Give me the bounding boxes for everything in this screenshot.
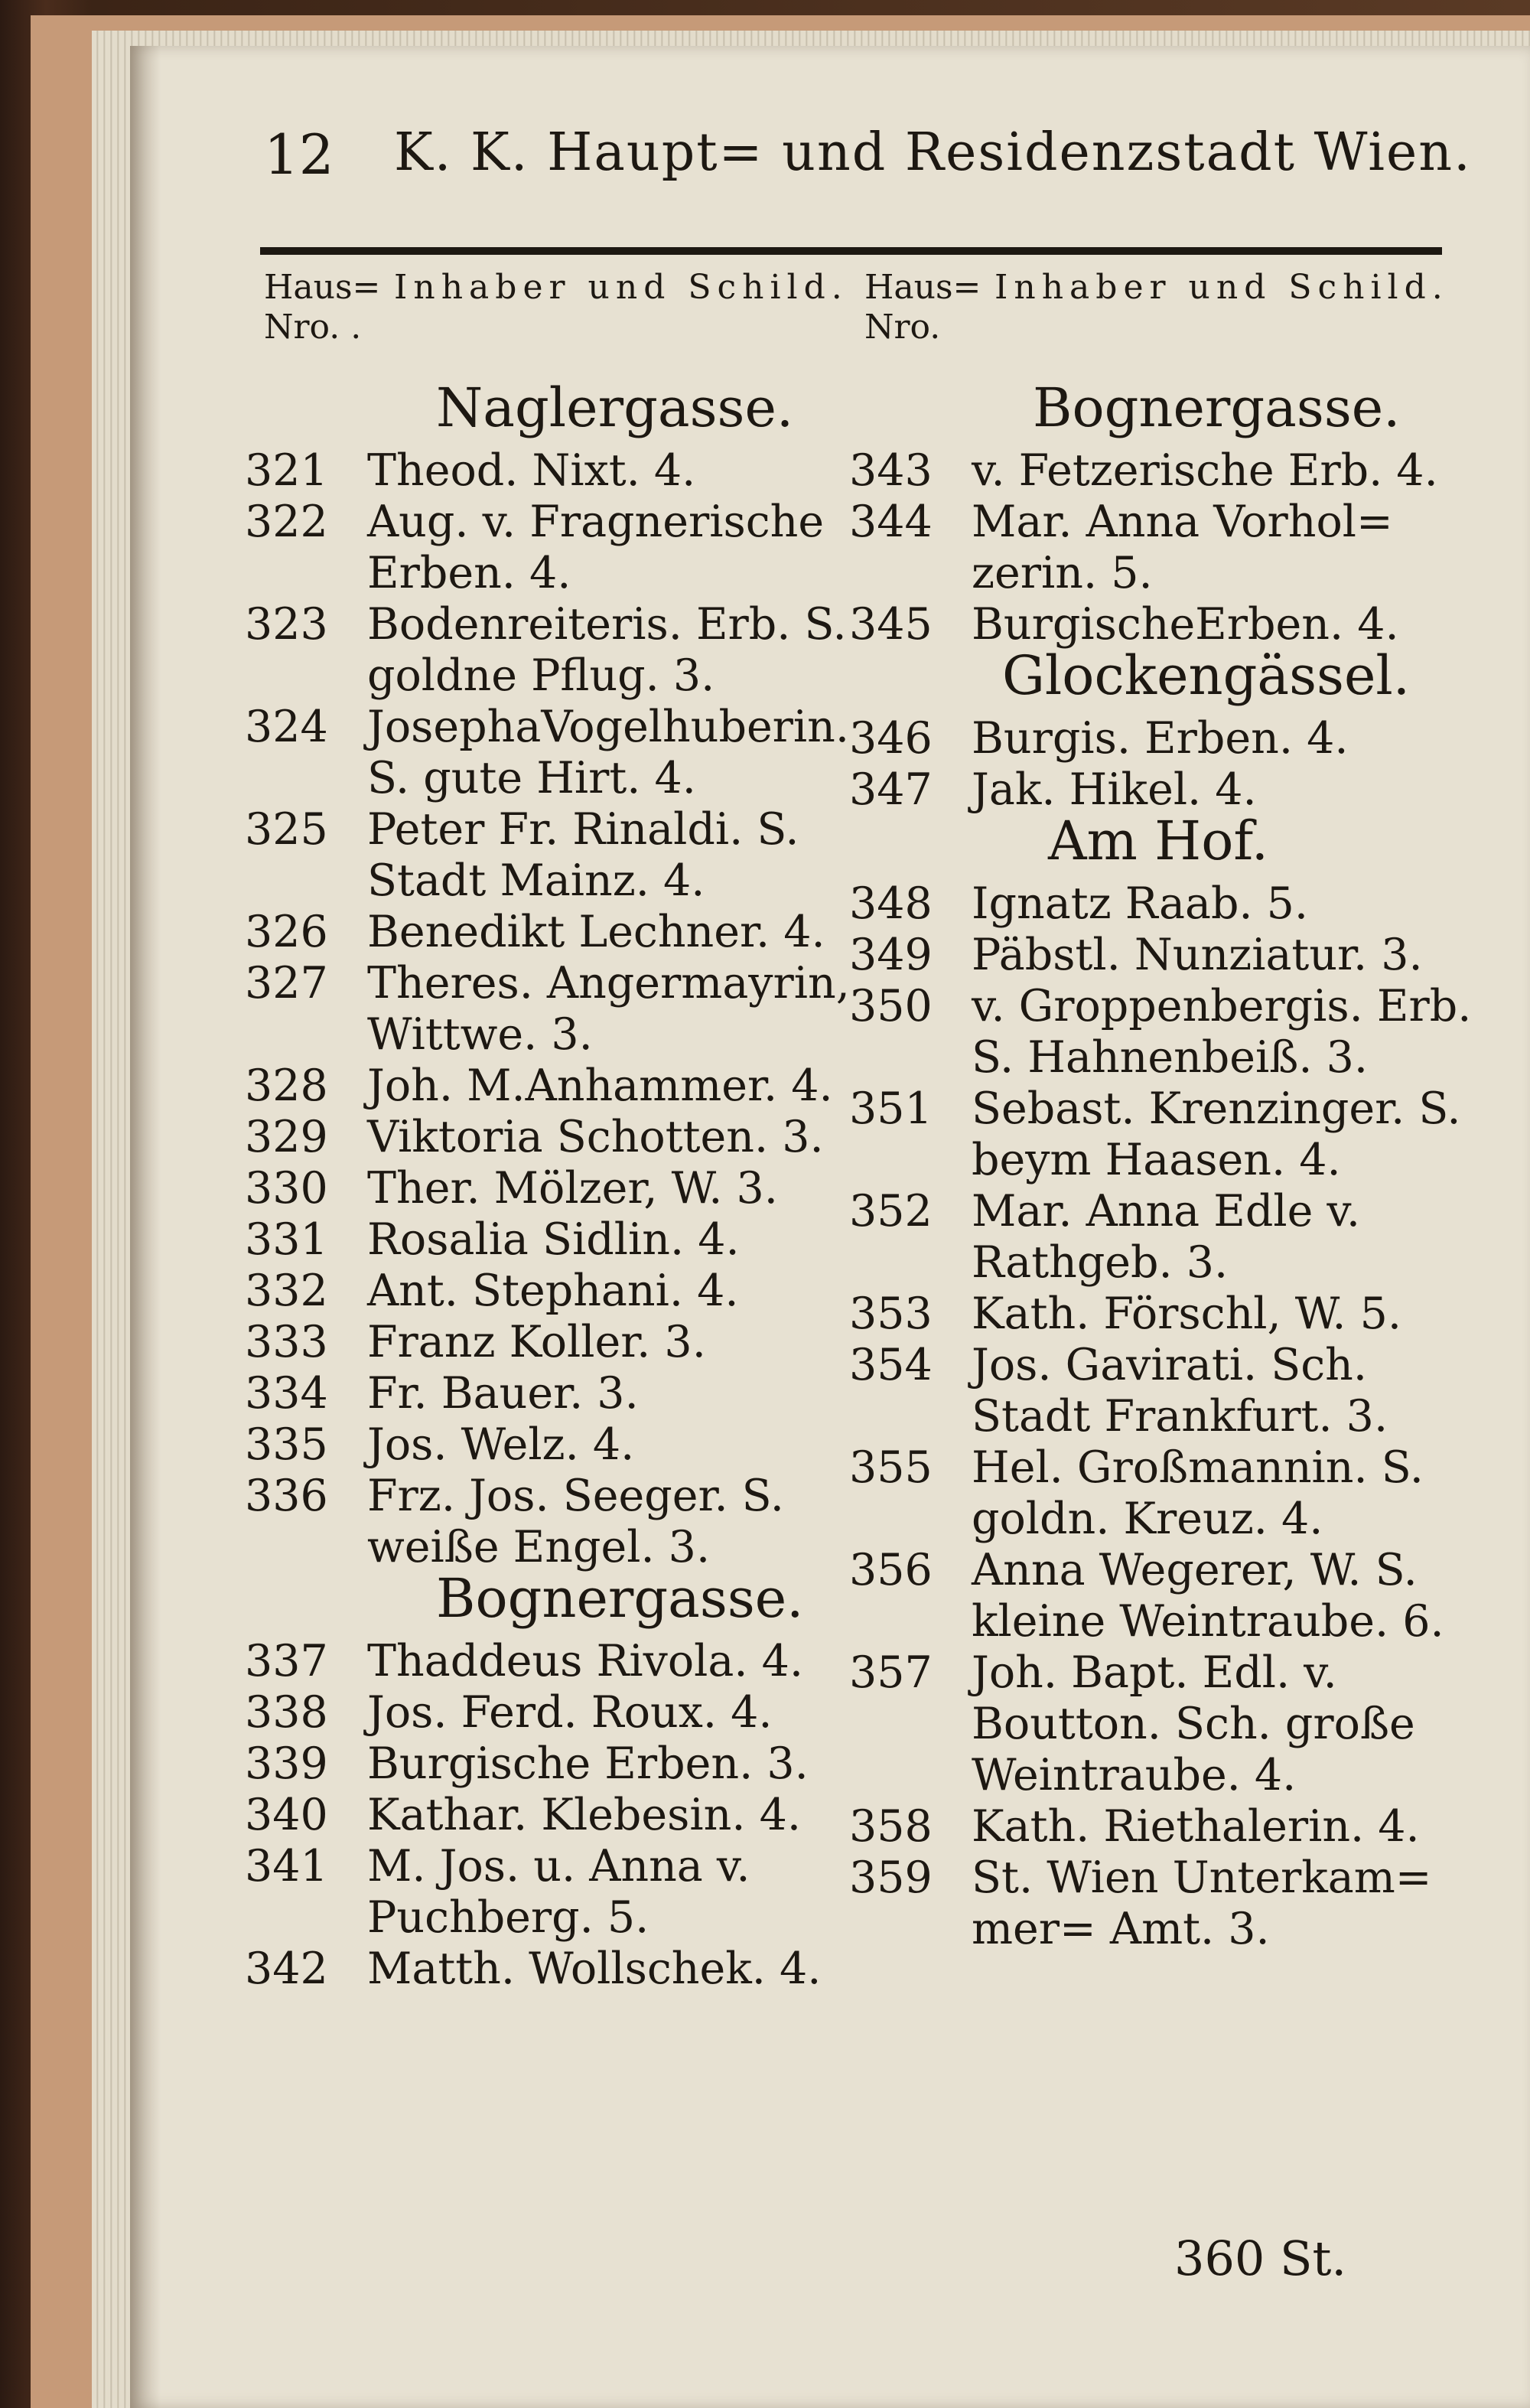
house-number: 345 [849, 599, 933, 650]
list-item [849, 1801, 1446, 1852]
owner-sign-text: mer= Amt. 3. [972, 1904, 1270, 1954]
catchword: 360 St. [1174, 2230, 1347, 2286]
page-title: K. K. Haupt= und Residenzstadt Wien. [394, 122, 1472, 183]
owner-sign-text: Ignatz Raab. 5. [972, 878, 1309, 929]
owner-sign-text: Weintraube. 4. [972, 1750, 1297, 1800]
house-number: 328 [245, 1061, 328, 1111]
list-item [245, 1112, 842, 1163]
owner-sign-text: v. Groppenbergis. Erb. [972, 981, 1472, 1031]
owner-sign-text: Franz Koller. 3. [367, 1317, 706, 1367]
owner-sign-text: S. gute Hirt. 4. [367, 753, 696, 803]
list-item [849, 599, 1446, 650]
house-number: 322 [245, 497, 328, 547]
owner-sign-text: Ther. Mölzer, W. 3. [367, 1163, 778, 1214]
house-number: 337 [245, 1636, 328, 1686]
owner-sign-text: goldne Pflug. 3. [367, 650, 715, 701]
list-item [245, 1636, 842, 1687]
list-item [245, 599, 847, 702]
owner-sign-text: Hel. Großmannin. S. [972, 1442, 1424, 1493]
owner-sign-text: Viktoria Schotten. 3. [367, 1112, 824, 1162]
owner-sign-text: weiße Engel. 3. [367, 1522, 711, 1572]
owner-sign-text: Ant. Stephani. 4. [367, 1266, 739, 1316]
house-number: 331 [245, 1214, 328, 1265]
house-number: 323 [245, 599, 328, 650]
gutter-shadow [130, 46, 161, 2408]
owner-sign-text: Rathgeb. 3. [972, 1237, 1229, 1288]
list-item [849, 1340, 1446, 1442]
owner-sign-text: Jos. Gavirati. Sch. [972, 1340, 1368, 1390]
street-heading: Naglergasse. [436, 376, 794, 439]
house-number: 349 [849, 930, 933, 980]
owner-sign-text: JosephaVogelhuberin. [367, 702, 849, 752]
list-item [245, 445, 842, 497]
street-heading: Bognergasse. [1033, 376, 1401, 439]
house-number: 347 [849, 764, 933, 815]
list-item [849, 1289, 1446, 1340]
list-item [245, 1266, 842, 1317]
owner-sign-text: Kath. Förschl, W. 5. [972, 1289, 1402, 1339]
house-number: 326 [245, 907, 328, 957]
house-number: 327 [245, 958, 328, 1008]
owner-sign-text: Mar. Anna Vorhol= [972, 497, 1393, 547]
list-item [849, 1442, 1446, 1545]
house-number: 332 [245, 1266, 328, 1316]
owner-sign-text: Rosalia Sidlin. 4. [367, 1214, 740, 1265]
owner-sign-text: Peter Fr. Rinaldi. S. [367, 804, 799, 855]
owner-sign-text: Theod. Nixt. 4. [367, 445, 696, 496]
list-item [849, 930, 1446, 981]
house-number: 334 [245, 1368, 328, 1419]
owner-sign-text: Jos. Welz. 4. [367, 1419, 635, 1470]
owner-sign-text: Stadt Mainz. 4. [367, 855, 705, 906]
house-number: 330 [245, 1163, 328, 1214]
house-number: 355 [849, 1442, 933, 1493]
owner-sign-text: Joh. Bapt. Edl. v. [972, 1647, 1337, 1698]
owner-sign-text: Burgische Erben. 3. [367, 1738, 809, 1789]
house-number: 353 [849, 1289, 933, 1339]
list-item [849, 878, 1446, 930]
house-number: 336 [245, 1471, 328, 1521]
list-item [245, 1368, 842, 1419]
house-number-header: Haus= Nro. . [264, 268, 381, 347]
list-item [245, 1214, 842, 1266]
owner-sign-text: Kath. Riethalerin. 4. [972, 1801, 1420, 1852]
street-heading: Am Hof. [1048, 810, 1269, 872]
owner-sign-text: Jak. Hikel. 4. [972, 764, 1257, 815]
house-number: 343 [849, 445, 933, 496]
list-item [245, 1841, 842, 1944]
owner-sign-text: Matth. Wollschek. 4. [367, 1944, 822, 1994]
list-item [245, 1790, 842, 1841]
house-number: 350 [849, 981, 933, 1031]
house-number: 341 [245, 1841, 328, 1892]
owner-sign-text: v. Fetzerische Erb. 4. [972, 445, 1438, 496]
house-number: 325 [245, 804, 328, 855]
owner-sign-text: zerin. 5. [972, 548, 1153, 598]
owner-sign-header: Inhaber und Schild. [994, 268, 1449, 307]
house-number: 357 [849, 1647, 933, 1698]
list-item [245, 1738, 842, 1790]
owner-sign-text: Burgis. Erben. 4. [972, 713, 1349, 764]
list-item [849, 764, 1446, 816]
house-number: 354 [849, 1340, 933, 1390]
owner-sign-text: beym Haasen. 4. [972, 1135, 1341, 1185]
house-number: 351 [849, 1083, 933, 1134]
house-number: 342 [245, 1944, 328, 1994]
right-column [849, 0, 1472, 2408]
list-item [245, 1944, 842, 1995]
owner-sign-text: goldn. Kreuz. 4. [972, 1494, 1323, 1544]
page-number: 12 [264, 122, 334, 187]
owner-sign-text: Thaddeus Rivola. 4. [367, 1636, 803, 1686]
house-number: 321 [245, 445, 328, 496]
list-item [849, 1852, 1446, 1955]
list-item [245, 497, 842, 599]
list-item [245, 1471, 842, 1573]
house-number: 324 [245, 702, 328, 752]
owner-sign-text: Puchberg. 5. [367, 1892, 649, 1943]
house-number-header: Haus= Nro. [864, 268, 981, 347]
house-number: 335 [245, 1419, 328, 1470]
list-item [849, 713, 1446, 764]
owner-sign-text: Wittwe. 3. [367, 1009, 593, 1060]
owner-sign-text: Erben. 4. [367, 548, 571, 598]
owner-sign-text: Mar. Anna Edle v. [972, 1186, 1360, 1237]
list-item [849, 1186, 1446, 1289]
list-item [245, 1317, 842, 1368]
owner-sign-text: Stadt Frankfurt. 3. [972, 1391, 1388, 1442]
owner-sign-text: Anna Wegerer, W. S. [972, 1545, 1418, 1595]
list-item [245, 958, 850, 1061]
list-item [245, 702, 849, 804]
house-number: 348 [849, 878, 933, 929]
list-item [245, 1061, 842, 1112]
owner-sign-text: Theres. Angermayrin, [367, 958, 850, 1008]
owner-sign-text: Boutton. Sch. große [972, 1699, 1415, 1749]
owner-sign-text: Bodenreiteris. Erb. S. [367, 599, 847, 650]
street-heading: Bognergasse. [436, 1567, 804, 1630]
list-item [849, 1647, 1446, 1801]
list-item [245, 1163, 842, 1214]
owner-sign-text: Kathar. Klebesin. 4. [367, 1790, 801, 1840]
owner-sign-text: Päbstl. Nunziatur. 3. [972, 930, 1423, 980]
house-number: 344 [849, 497, 933, 547]
house-number: 340 [245, 1790, 328, 1840]
list-item [245, 907, 842, 958]
owner-sign-text: Benedikt Lechner. 4. [367, 907, 825, 957]
owner-sign-text: kleine Weintraube. 6. [972, 1596, 1444, 1647]
owner-sign-text: Joh. M.Anhammer. 4. [367, 1061, 833, 1111]
list-item [849, 1545, 1446, 1647]
list-item [849, 445, 1446, 497]
house-number: 339 [245, 1738, 328, 1789]
list-item [245, 1687, 842, 1738]
list-item [849, 981, 1472, 1083]
list-item [849, 497, 1446, 599]
owner-sign-text: Aug. v. Fragnerische [367, 497, 825, 547]
owner-sign-text: M. Jos. u. Anna v. [367, 1841, 750, 1892]
street-heading: Glockengässel. [1002, 644, 1411, 707]
owner-sign-text: Sebast. Krenzinger. S. [972, 1083, 1461, 1134]
owner-sign-text: BurgischeErben. 4. [972, 599, 1399, 650]
owner-sign-text: St. Wien Unterkam= [972, 1852, 1432, 1903]
owner-sign-text: Fr. Bauer. 3. [367, 1368, 639, 1419]
house-number: 333 [245, 1317, 328, 1367]
left-column [245, 0, 849, 2408]
house-number: 338 [245, 1687, 328, 1738]
owner-sign-text: Frz. Jos. Seeger. S. [367, 1471, 784, 1521]
owner-sign-header: Inhaber und Schild. [394, 268, 848, 307]
owner-sign-text: S. Hahnenbeiß. 3. [972, 1032, 1368, 1083]
list-item [245, 804, 842, 907]
house-number: 359 [849, 1852, 933, 1903]
house-number: 356 [849, 1545, 933, 1595]
house-number: 346 [849, 713, 933, 764]
list-item [245, 1419, 842, 1471]
house-number: 358 [849, 1801, 933, 1852]
owner-sign-text: Jos. Ferd. Roux. 4. [367, 1687, 773, 1738]
house-number: 352 [849, 1186, 933, 1237]
list-item [849, 1083, 1461, 1186]
house-number: 329 [245, 1112, 328, 1162]
